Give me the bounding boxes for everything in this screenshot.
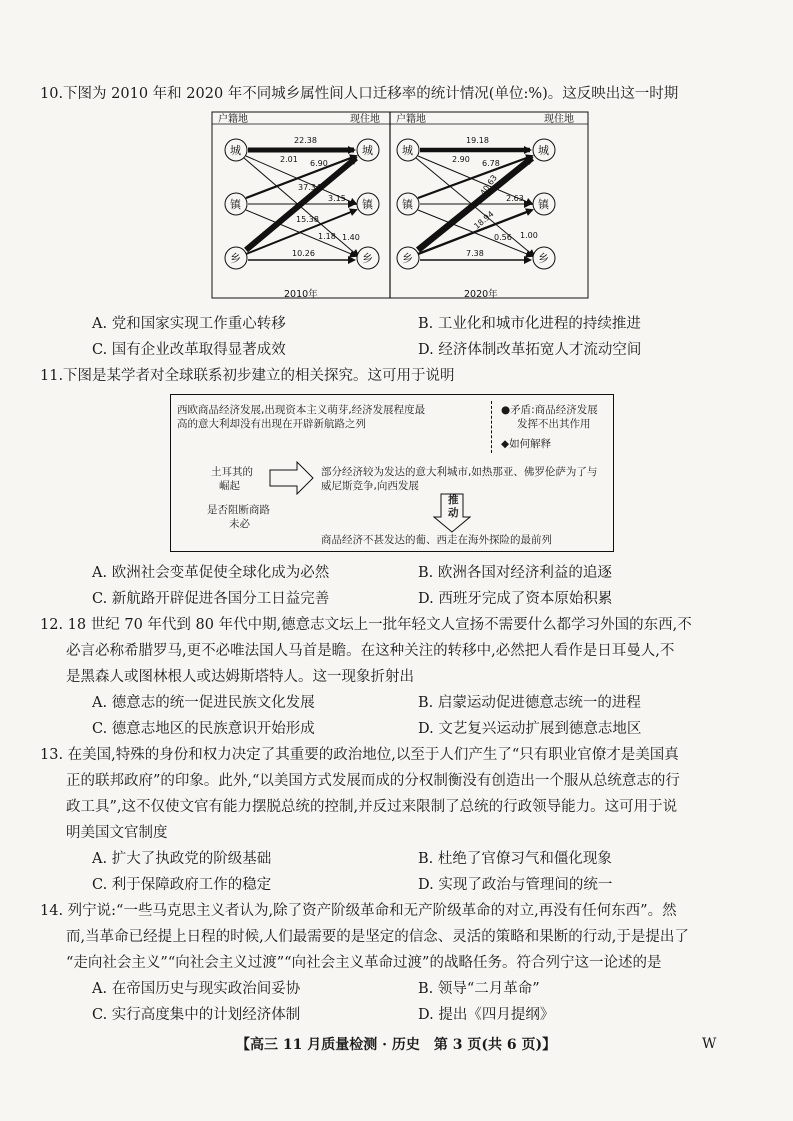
label-2020-8: 7.38 [466, 249, 484, 258]
q11-option-a: A. 欧洲社会变革促使全球化成为必然 [92, 565, 330, 581]
caption-2020: 2020年 [464, 289, 498, 300]
q12-option-b: B. 启蒙运动促进德意志统一的进程 [418, 695, 641, 711]
q12-option-d: D. 文艺复兴运动扩展到德意志地区 [418, 721, 642, 737]
label-2010-6: 1.18 [318, 232, 336, 241]
q10-option-d: D. 经济体制改革拓宽人才流动空间 [418, 342, 642, 358]
q13-option-a: A. 扩大了执政党的阶级基础 [92, 851, 272, 867]
node-rural-2020-src: 乡 [402, 252, 413, 265]
q14-option-b: B. 领导“二月革命” [418, 981, 540, 997]
node-town-2010-src: 镇 [230, 198, 241, 211]
label-2020-6: 0.56 [494, 233, 512, 242]
exploration-figure [170, 394, 614, 552]
label-2020-7: 1.00 [520, 231, 538, 240]
node-rural-2020-dst: 乡 [538, 252, 549, 265]
q11-option-d: D. 西班牙完成了资本原始积累 [418, 591, 613, 607]
q13-line-2: 正的联邦政府”的印象。此外,“以美国方式发展而成的分权制衡没有创造出一个服从总统意志的行 [66, 773, 680, 789]
label-2010-8: 10.26 [292, 249, 315, 258]
q11-option-b: B. 欧洲各国对经济利益的追逐 [418, 565, 612, 581]
fig11-contradiction-2: 发挥不出其作用 [517, 418, 591, 430]
label-2010-4: 3.15 [328, 194, 346, 203]
fig11-turkey-1: 土耳其的 [211, 466, 253, 478]
node-town-2020-src: 镇 [402, 198, 413, 211]
q11-option-c: C. 新航路开辟促进各国分工日益完善 [92, 591, 330, 607]
fig11-top-left-line2: 高的意大利却没有出现在开辟新航路之列 [177, 418, 366, 430]
header-left-2020: 户籍地 [396, 114, 426, 125]
header-right-2020: 现住地 [544, 114, 574, 125]
q11-stem: 11.下图是某学者对全球联系初步建立的相关探究。这可用于说明 [40, 368, 455, 384]
label-2010-5: 15.38 [296, 215, 319, 224]
label-2020-5: 18.94 [472, 209, 496, 231]
fig11-push-2: 动 [448, 507, 459, 519]
label-2020-3: 40.63 [478, 173, 499, 198]
q12-option-c: C. 德意志地区的民族意识开始形成 [92, 721, 315, 737]
label-2020-0: 19.18 [466, 136, 489, 145]
fig11-how-explain: ◆如何解释 [501, 438, 552, 450]
q14-line-1: 14. 列宁说:“一些马克思主义者认为,除了资产阶级革命和无产阶级革命的对立,再没有任何东西”。然 [40, 903, 677, 919]
q14-line-3: “走向社会主义”“向社会主义过渡”“向社会主义革命过渡”的战略任务。符合列宁这一论述的是 [66, 955, 662, 971]
q14-option-c: C. 实行高度集中的计划经济体制 [92, 1007, 301, 1023]
footer-mark: W [702, 1036, 717, 1052]
q14-option-a: A. 在帝国历史与现实政治间妥协 [92, 981, 301, 997]
label-2010-2: 6.90 [310, 159, 328, 168]
fig11-middle-1: 部分经济较为发达的意大利城市,如热那亚、佛罗伦萨为了与 [321, 466, 598, 478]
label-2010-1: 2.01 [280, 155, 298, 164]
arrows-2020 [416, 150, 534, 260]
node-rural-2010-src: 乡 [230, 252, 241, 265]
q13-option-d: D. 实现了政治与管理间的统一 [418, 877, 613, 893]
q10-option-c: C. 国有企业改革取得显著成效 [92, 342, 286, 358]
fig11-block-2: 未必 [229, 518, 250, 530]
q12-option-a: A. 德意志的统一促进民族文化发展 [92, 695, 315, 711]
q13-option-c: C. 利于保障政府工作的稳定 [92, 877, 272, 893]
q13-line-4: 明美国文官制度 [66, 825, 168, 841]
label-2010-7: 1.40 [342, 233, 360, 242]
migration-figure [210, 110, 590, 306]
node-rural-2010-dst: 乡 [362, 252, 373, 265]
fig11-turkey-2: 崛起 [219, 480, 240, 492]
q13-line-3: 政工具”,这不仅使文官有能力摆脱总统的控制,并反过来限制了总统的行政领导能力。这可用于说 [66, 799, 678, 815]
right-arrow-icon [269, 461, 315, 495]
fig11-contradiction: ●矛盾:商品经济发展 [501, 404, 598, 416]
q13-option-b: B. 杜绝了官僚习气和僵化现象 [418, 851, 612, 867]
arrows-2010 [244, 150, 358, 260]
label-2020-2: 6.78 [482, 159, 500, 168]
q13-line-1: 13. 在美国,特殊的身份和权力决定了其重要的政治地位,以至于人们产生了“只有职业官僚才是美国真 [40, 747, 679, 763]
fig11-block-1: 是否阻断商路 [207, 504, 270, 516]
fig11-push-1: 推 [448, 494, 459, 506]
node-city-2010-src: 城 [230, 144, 241, 157]
header-left-2010: 户籍地 [218, 114, 248, 125]
q10-option-a: A. 党和国家实现工作重心转移 [92, 316, 286, 332]
fig11-middle-2: 威尼斯竞争,向西发展 [321, 480, 419, 492]
node-city-2010-dst: 城 [362, 144, 373, 157]
q12-line-1: 12. 18 世纪 70 年代到 80 年代中期,德意志文坛上一批年轻文人宣扬不需要什么都学习外国的东西,不 [40, 617, 692, 633]
q10-stem: 10.下图为 2010 年和 2020 年不同城乡属性间人口迁移率的统计情况(单位:%)。这反映出这一时期 [40, 86, 679, 102]
node-town-2020-dst: 镇 [538, 198, 549, 211]
header-right-2010: 现住地 [350, 114, 380, 125]
q14-line-2: 而,当革命已经提上日程的时候,人们最需要的是坚定的信念、灵活的策略和果断的行动,于是提出了 [66, 929, 689, 945]
q12-line-2: 必言必称希腊罗马,更不必唯法国人马首是瞻。在这种关注的转移中,必然把人看作是日耳曼人,不 [66, 643, 675, 659]
q10-option-b: B. 工业化和城市化进程的持续推进 [418, 316, 641, 332]
label-2020-4: 2.63 [506, 194, 524, 203]
fig11-bottom: 商品经济不甚发达的葡、西走在海外探险的最前列 [321, 534, 552, 546]
label-2010-3: 37.34 [298, 183, 321, 192]
label-2010-0: 22.38 [294, 136, 317, 145]
label-2020-1: 2.90 [452, 155, 470, 164]
node-city-2020-src: 城 [402, 144, 413, 157]
node-town-2010-dst: 镇 [362, 198, 373, 211]
page-footer: 【高三 11 月质量检测 · 历史 第 3 页(共 6 页)】 [236, 1037, 557, 1053]
q12-line-3: 是黑森人或图林根人或达姆斯塔特人。这一现象折射出 [66, 669, 414, 685]
node-city-2020-dst: 城 [538, 144, 549, 157]
q14-option-d: D. 提出《四月提纲》 [418, 1007, 555, 1023]
caption-2010: 2010年 [284, 289, 318, 300]
fig11-top-left-line1: 西欧商品经济发展,出现资本主义萌芽,经济发展程度最 [177, 404, 426, 416]
